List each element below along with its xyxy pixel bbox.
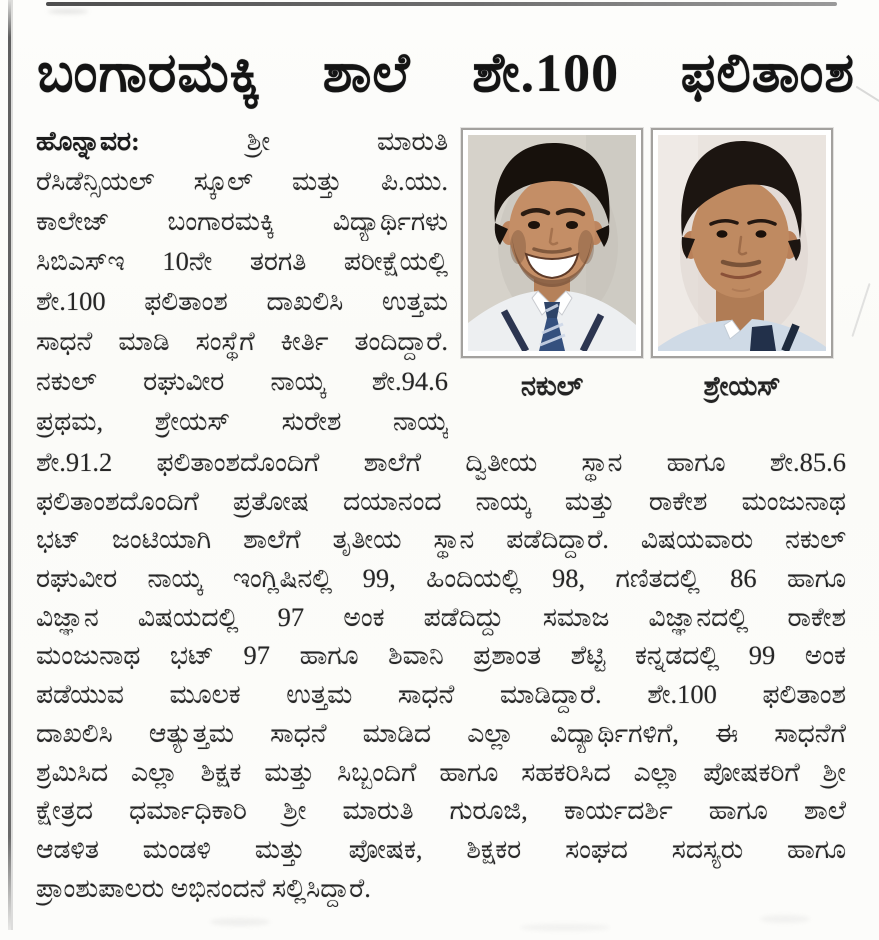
article-full-width: [36, 443, 846, 907]
student-portrait-nakul-illustration: [468, 135, 636, 351]
top-rule: [46, 2, 837, 6]
headline: ಬಂಗಾರಮಕ್ಕಿ ಶಾಲೆ ಶೇ.100 ಫಲಿತಾಂಶ: [37, 43, 855, 103]
scan-mark: [851, 283, 870, 337]
photo-caption-nakul: ನಕುಲ್: [521, 371, 583, 401]
photo-block: [461, 128, 835, 403]
article-line: ಮಂಜುನಾಥ ಭಟ್ 97 ಹಾಗೂ ಶಿವಾನಿ ಪ್ರಶಾಂತ ಶೆಟ್ಟಿ ಕನ್ನಡದಲ್ಲಿ 99 ಅಂಕ: [36, 640, 846, 671]
photo-shreyas: [651, 128, 833, 403]
student-portrait-shreyas-illustration: [658, 135, 826, 351]
article-line: ಪ್ರಾಂಶುಪಾಲರು ಅಭಿನಂದನೆ ಸಲ್ಲಿಸಿದ್ದಾರೆ.: [36, 872, 371, 903]
article-left-column: [36, 121, 448, 441]
article-line: [36, 121, 448, 161]
article-line: ಪಡೆಯುವ ಮೂಲಕ ಉತ್ತಮ ಸಾಧನೆ ಮಾಡಿದ್ದಾರೆ. ಶೇ.100 ಫಲಿತಾಂಶ: [36, 679, 846, 710]
article-line: ಕ್ಷೇತ್ರದ ಧರ್ಮಾಧಿಕಾರಿ ಶ್ರೀ ಮಾರುತಿ ಗುರೂಜಿ, ಕಾರ್ಯದರ್ಶಿ ಹಾಗೂ ಶಾಲೆ: [36, 795, 846, 826]
scan-mark: [856, 86, 879, 103]
article-line: ಶೇ.91.2 ಫಲಿತಾಂಶದೊಂದಿಗೆ ಶಾಲೆಗೆ ದ್ವಿತೀಯ ಸ್ಥಾನ ಹಾಗೂ ಶೇ.85.6: [36, 447, 846, 477]
article-line: ಶೇ.100 ಫಲಿತಾಂಶ ದಾಖಲಿಸಿ ಉತ್ತಮ: [36, 286, 448, 316]
article-line: ನಕುಲ್ ರಘುವೀರ ನಾಯ್ಕ ಶೇ.94.6: [36, 366, 448, 396]
article-line: ಭಟ್ ಜಂಟಿಯಾಗಿ ಶಾಲೆಗೆ ತೃತೀಯ ಸ್ಥಾನ ಪಡೆದಿದ್ದಾರೆ. ವಿಷಯವಾರು ನಕುಲ್: [36, 524, 846, 555]
left-column-rule: [8, 0, 11, 930]
article-line: ಸಾಧನೆ ಮಾಡಿ ಸಂಸ್ಥೆಗೆ ಕೀರ್ತಿ ತಂದಿದ್ದಾರೆ.: [36, 326, 448, 356]
scan-smudge: [520, 924, 610, 931]
article-line: ಫಲಿತಾಂಶದೊಂದಿಗೆ ಪ್ರತೋಷ ದಯಾನಂದ ನಾಯ್ಕ ಮತ್ತು ರಾಕೇಶ ಮಂಜುನಾಥ: [36, 485, 846, 516]
dateline: ಹೊನ್ನಾವರ:: [36, 126, 140, 156]
article-line: ರೆಸಿಡೆನ್ಸಿಯಲ್ ಸ್ಕೂಲ್ ಮತ್ತು ಪಿ.ಯು.: [36, 166, 448, 196]
scan-smudge: [760, 915, 810, 923]
article-line: ಶ್ರಮಿಸಿದ ಎಲ್ಲಾ ಶಿಕ್ಷಕ ಮತ್ತು ಸಿಬ್ಬಂದಿಗೆ ಹಾಗೂ ಸಹಕರಿಸಿದ ಎಲ್ಲಾ ಪೋಷಕರಿಗೆ ಶ್ರೀ: [36, 756, 846, 787]
article-line-text: ಶ್ರೀ ಮಾರುತಿ: [246, 126, 448, 156]
scan-smudge: [48, 9, 88, 14]
article-line: ವಿಜ್ಞಾನ ವಿಷಯದಲ್ಲಿ 97 ಅಂಕ ಪಡೆದಿದ್ದು ಸಮಾಜ ವಿಜ್ಞಾನದಲ್ಲಿ ರಾಕೇಶ: [36, 601, 846, 632]
article-line: ಕಾಲೇಜ್ ಬಂಗಾರಮಕ್ಕಿ ವಿದ್ಯಾರ್ಥಿಗಳು: [36, 206, 448, 236]
photo-nakul: [461, 128, 643, 403]
article-line: ಆಡಳಿತ ಮಂಡಳಿ ಮತ್ತು ಪೋಷಕ, ಶಿಕ್ಷಕರ ಸಂಘದ ಸದಸ್ಯರು ಹಾಗೂ: [36, 833, 846, 864]
scan-smudge: [210, 918, 270, 926]
photo-frame: [461, 128, 643, 358]
photo-frame: [651, 128, 833, 358]
article-line: ರಘುವೀರ ನಾಯ್ಕ ಇಂಗ್ಲಿಷಿನಲ್ಲಿ 99, ಹಿಂದಿಯಲ್ಲಿ 98, ಗಣಿತದಲ್ಲಿ 86 ಹಾಗೂ: [36, 563, 846, 594]
photo-caption-shreyas: ಶ್ರೇಯಸ್: [703, 371, 781, 401]
article-line: ಸಿಬಿಎಸ್‌ಇ 10ನೇ ತರಗತಿ ಪರೀಕ್ಷೆಯಲ್ಲಿ: [36, 246, 448, 276]
article-line: ಪ್ರಥಮ, ಶ್ರೇಯಸ್ ಸುರೇಶ ನಾಯ್ಕ: [36, 406, 448, 436]
article-line: ದಾಖಲಿಸಿ ಆತ್ಯುತ್ತಮ ಸಾಧನೆ ಮಾಡಿದ ಎಲ್ಲಾ ವಿದ್ಯಾರ್ಥಿಗಳಿಗೆ, ಈ ಸಾಧನೆಗೆ: [36, 717, 846, 748]
